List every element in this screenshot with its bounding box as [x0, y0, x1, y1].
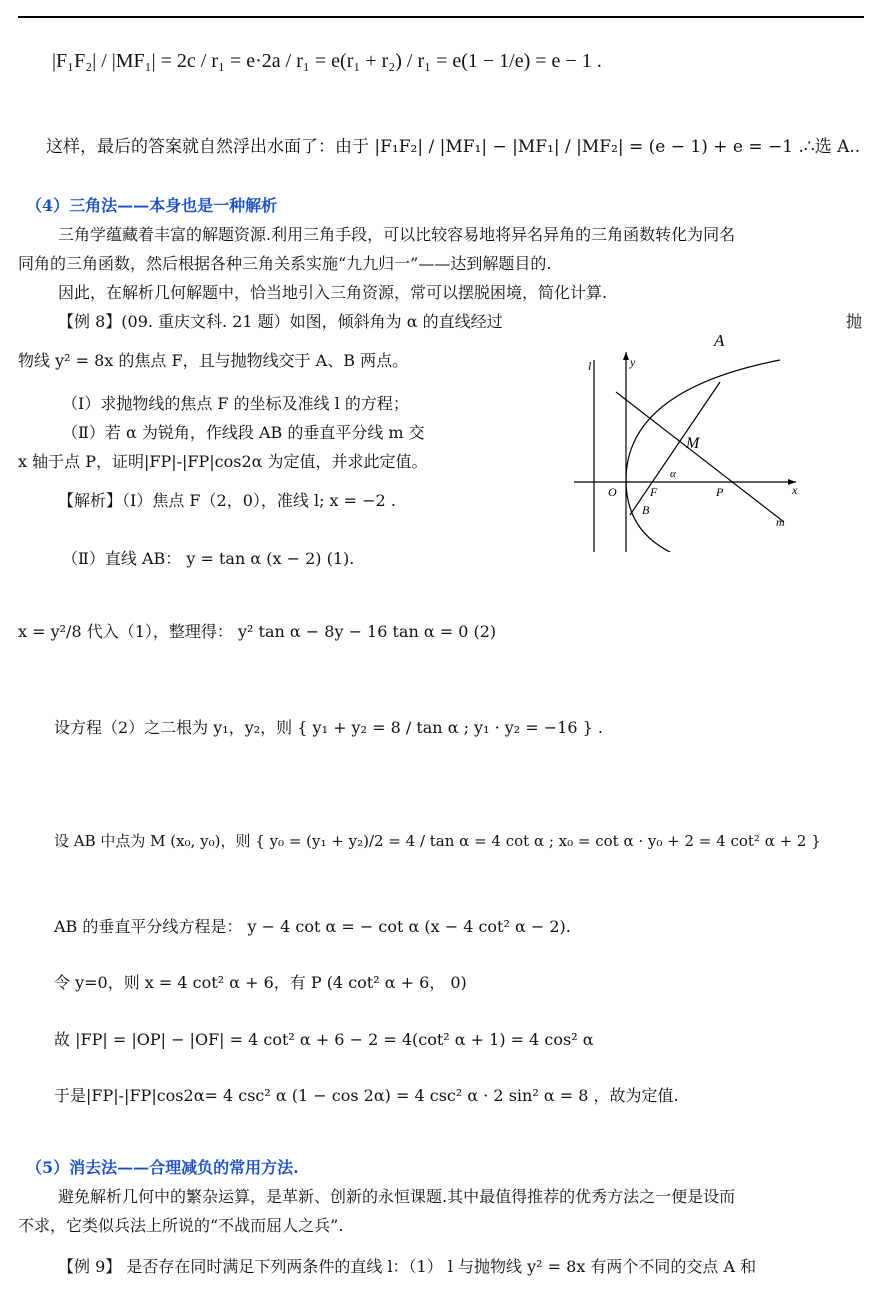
label-y: y: [630, 355, 636, 369]
example-9-title: 【例 9】 是否存在同时满足下列两条件的直线 l：（1） l 与抛物线 y² = 8x 有两个不同的交点 A 和: [58, 1257, 757, 1276]
label-l: l: [588, 359, 592, 373]
conclusion-line: 于是|FP|-|FP|cos2α= 4 csc² α (1 − cos 2α) = 4 csc² α · 2 sin² α = 8 ，故为定值.: [54, 1086, 679, 1105]
y-axis-arrow: [623, 352, 629, 360]
paragraph-line: 避免解析几何中的繁杂运算，是革新、创新的永恒课题.其中最值得推荐的优秀方法之一便是设而: [58, 1187, 736, 1206]
parabola-figure: [570, 330, 802, 552]
substitution-line: x = y²/8 代入（1），整理得： y² tan α − 8y − 16 tan α = 0 (2): [18, 622, 497, 641]
fp-length-line: 故 |FP| = |OP| − |OF| = 4 cot² α + 6 − 2 = 4(cot² α + 1) = 4 cos² α: [54, 1030, 594, 1049]
paragraph-line: 因此，在解析几何解题中，恰当地引入三角资源，常可以摆脱困境，简化计算.: [58, 283, 608, 302]
section-heading-trig: （4）三角法——本身也是一种解析: [26, 196, 278, 215]
bisector-equation: AB 的垂直平分线方程是： y − 4 cot α = − cot α (x − 4 cot² α − 2).: [54, 917, 571, 936]
question-2-cont: x 轴于点 P，证明|FP|-|FP|cos2α 为定值，并求此定值。: [18, 452, 428, 471]
question-2: （Ⅱ）若 α 为锐角，作线段 AB 的垂直平分线 m 交: [62, 423, 425, 442]
solution-line-ab: （Ⅱ）直线 AB： y = tan α (x − 2) (1).: [62, 549, 355, 568]
top-rule: [18, 16, 864, 18]
label-m-line: m: [776, 515, 785, 529]
parabola-curve: [626, 360, 780, 552]
label-b: B: [642, 503, 650, 517]
label-p: P: [716, 485, 724, 499]
section-heading-elimination: （5）消去法——合理减负的常用方法.: [26, 1158, 299, 1177]
question-1: （Ⅰ）求抛物线的焦点 F 的坐标及准线 l 的方程；: [62, 394, 409, 413]
label-x: x: [792, 483, 798, 497]
example-8-title-tail: 抛: [846, 312, 863, 331]
point-p-line: 令 y=0，则 x = 4 cot² α + 6，有 P (4 cot² α + 6， 0): [54, 973, 467, 992]
paragraph-line: 三角学蕴藏着丰富的解题资源.利用三角手段，可以比较容易地将异名异角的三角函数转化为同名: [58, 225, 736, 244]
line-ab: [630, 382, 720, 515]
label-o: O: [608, 485, 617, 499]
example-8-text: 物线 y² = 8x 的焦点 F，且与抛物线交于 A、B 两点。: [18, 351, 409, 370]
label-f: F: [650, 485, 658, 499]
label-m: M: [686, 435, 700, 452]
example-8-title: 【例 8】(09. 重庆文科. 21 题）如图，倾斜角为 α 的直线经过: [58, 312, 503, 331]
label-a: A: [714, 331, 725, 350]
paragraph-line: 不求，它类似兵法上所说的“不战而屈人之兵”.: [18, 1216, 344, 1235]
answer-line: 这样，最后的答案就自然浮出水面了：由于 |F₁F₂| / |MF₁| − |MF₁| / |MF₂| = (e − 1) + e = −1 .∴选 A..: [46, 137, 861, 157]
solution-part-1: 【解析】（Ⅰ）焦点 F（2，0），准线 l; x = −2 .: [58, 491, 396, 510]
label-alpha: α: [670, 468, 676, 480]
roots-system: 设方程（2）之二根为 y₁，y₂，则 { y₁ + y₂ = 8 / tan α ; y₁ · y₂ = −16 } .: [54, 718, 604, 737]
paragraph-line: 同角的三角函数，然后根据各种三角关系实施“九九归一”——达到解题目的.: [18, 254, 552, 273]
formula-ratio: |F₁F₂| / |MF₁| = 2c / r₁ = e·2a / r₁ = e(r₁ + r₂) / r₁ = e(1 − 1/e) = e − 1 .: [52, 50, 602, 72]
midpoint-system: 设 AB 中点为 M (x₀, y₀)，则 { y₀ = (y₁ + y₂)/2 = 4 / tan α = 4 cot α ; x₀ = cot α · y₀ + 2 = 4 cot² α + 2 }: [54, 832, 821, 850]
